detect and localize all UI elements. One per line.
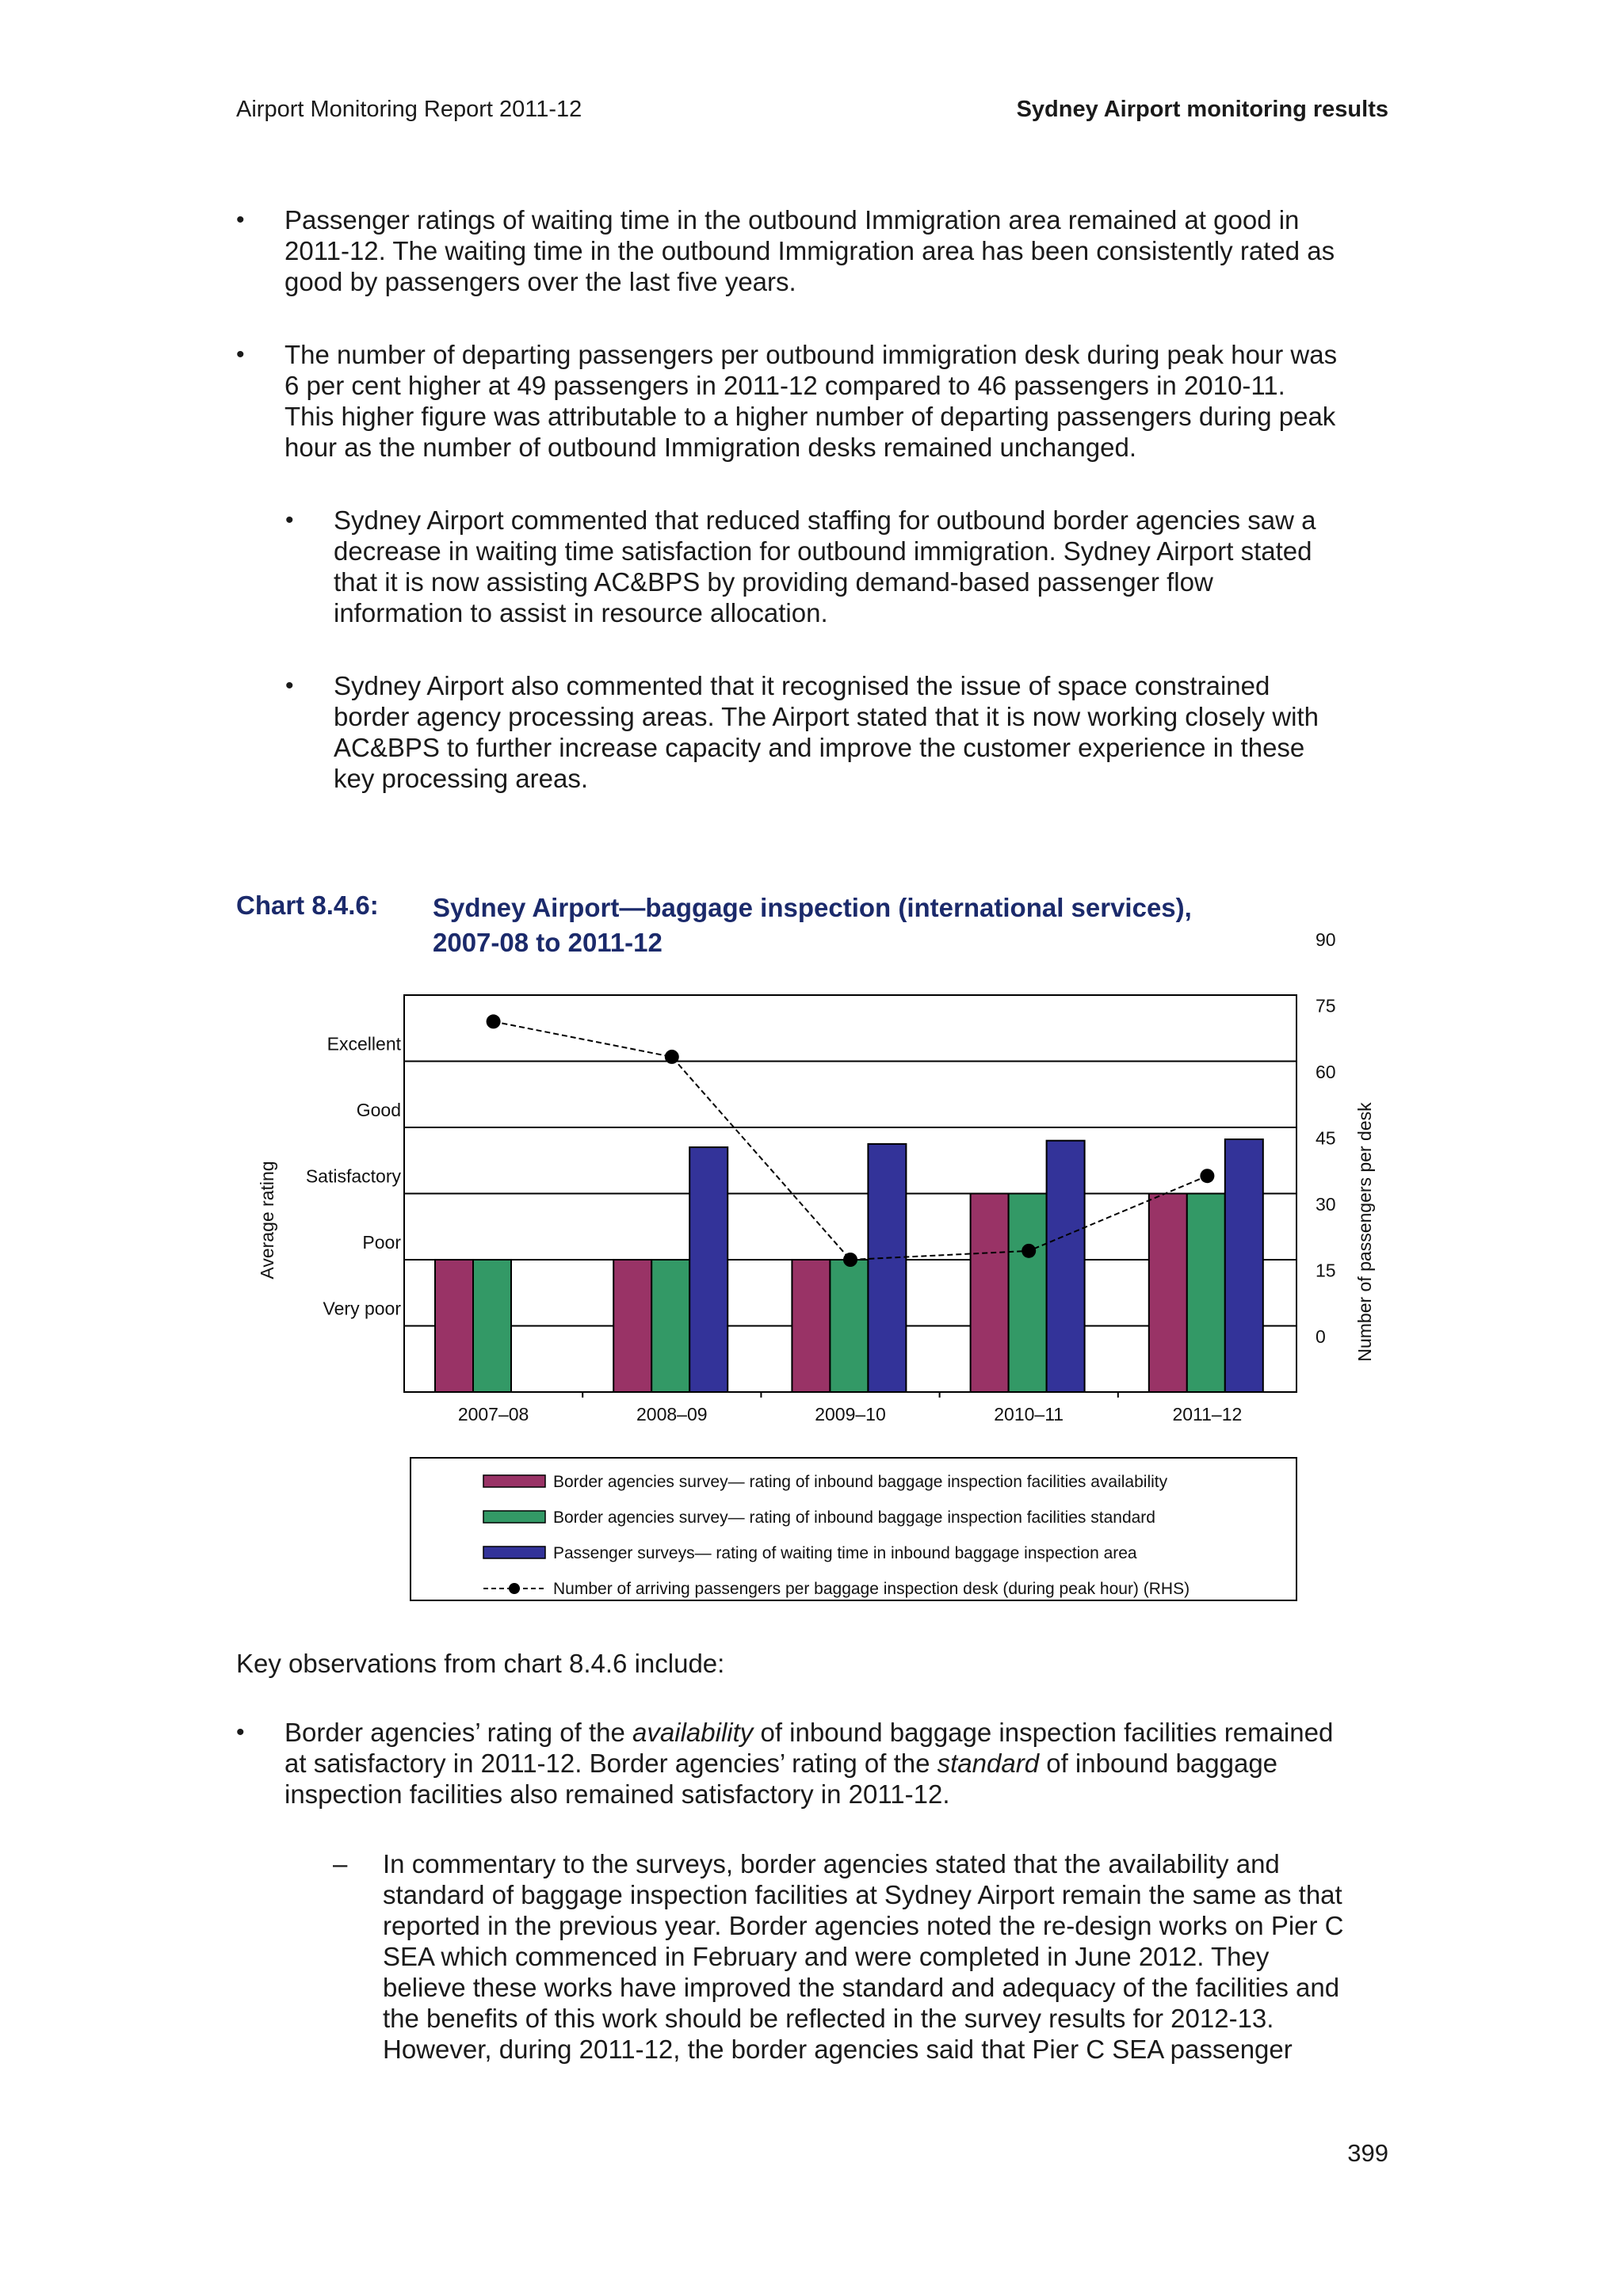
chart-title-line: 2007-08 to 2011-12 [433, 928, 663, 957]
text-line: Passenger ratings of waiting time in the outbound Immigration area remained at good in [285, 205, 1300, 235]
left-axis-level: Very poor [323, 1298, 401, 1319]
category-label: 2011–12 [1172, 1404, 1243, 1425]
passengers-per-desk-point [487, 1014, 501, 1028]
text-line: SEA which commenced in February and were completed in June 2012. They [383, 1942, 1270, 1971]
category-label: 2009–10 [815, 1404, 886, 1425]
text-segment: of inbound baggage [1039, 1749, 1278, 1778]
chart-number: Chart 8.4.6: [236, 891, 379, 920]
text-line: information to assist in resource allocation. [334, 598, 828, 627]
text-line: However, during 2011-12, the border agencies said that Pier C SEA passenger [383, 2035, 1293, 2064]
legend-swatch [483, 1547, 545, 1558]
right-axis-tick: 30 [1316, 1194, 1336, 1215]
text-line [285, 1717, 1333, 1748]
text-line: 6 per cent higher at 49 passengers in 2011-12 compared to 46 passengers in 2010-11. [285, 371, 1285, 400]
left-axis-title: Average rating [257, 1161, 277, 1280]
category-label: 2010–11 [994, 1404, 1064, 1425]
right-axis-tick: 60 [1316, 1062, 1336, 1082]
bar-standard [473, 1260, 511, 1392]
bar-availability [1149, 1194, 1187, 1393]
bar-waiting-time [868, 1144, 906, 1392]
header-section-title: Sydney Airport monitoring results [1016, 97, 1388, 122]
italic-term: standard [937, 1749, 1040, 1778]
passengers-per-desk-point [1200, 1169, 1214, 1183]
dash-paragraph [383, 1848, 1344, 2065]
text-line: believe these works have improved the standard and adequacy of the facilities and [383, 1973, 1340, 2002]
text-line: reported in the previous year. Border agencies noted the re-design works on Pier C [383, 1911, 1344, 1940]
text-segment: Border agencies’ rating of the [285, 1718, 633, 1747]
sub-bullet-symbol: • [285, 673, 294, 699]
left-axis-level: Good [356, 1100, 401, 1120]
right-axis-tick: 15 [1316, 1260, 1336, 1281]
bar-standard [1009, 1194, 1047, 1393]
text-line [285, 1779, 1333, 1810]
left-axis-level: Excellent [327, 1033, 401, 1055]
sub-bullet-symbol: • [285, 507, 294, 533]
text-line: that it is now assisting AC&BPS by providing demand-based passenger flow [334, 567, 1213, 597]
italic-term: availability [632, 1718, 754, 1747]
bar-waiting-time [1225, 1139, 1263, 1392]
bullet-paragraph [285, 339, 1337, 463]
legend-swatch [483, 1475, 545, 1487]
text-line: In commentary to the surveys, border agencies stated that the availability and [383, 1849, 1280, 1878]
bar-standard [1187, 1194, 1225, 1393]
category-label: 2008–09 [636, 1404, 708, 1425]
text-line: Sydney Airport also commented that it recognised the issue of space constrained [334, 671, 1270, 700]
text-segment: inspection facilities also remained satisfactory in 2011-12. [285, 1779, 950, 1809]
bar-standard [830, 1260, 868, 1392]
legend-swatch-point [509, 1583, 520, 1594]
right-axis-title: Number of passengers per desk [1354, 1102, 1375, 1362]
right-axis-tick: 90 [1316, 929, 1336, 950]
bar-availability [435, 1260, 473, 1392]
chart-title [433, 891, 1304, 960]
legend-label: Border agencies survey— rating of inbound baggage inspection facilities standard [553, 1508, 1155, 1527]
dash-symbol: – [333, 1849, 348, 1878]
right-axis-tick: 45 [1316, 1127, 1336, 1149]
left-axis-level: Satisfactory [305, 1165, 401, 1187]
passengers-per-desk-point [665, 1050, 679, 1064]
text-line: Sydney Airport commented that reduced staffing for outbound border agencies saw a [334, 505, 1316, 535]
legend-label: Number of arriving passengers per baggage inspection desk (during peak hour) (RHS) [553, 1580, 1190, 1598]
bar-availability [613, 1260, 651, 1392]
text-line: decrease in waiting time satisfaction for outbound immigration. Sydney Airport stated [334, 536, 1312, 566]
sub-bullet-paragraph [334, 670, 1319, 794]
text-line: AC&BPS to further increase capacity and improve the customer experience in these [334, 733, 1305, 762]
chart-title-line: Sydney Airport—baggage inspection (international services), [433, 893, 1192, 922]
bar-availability [971, 1194, 1009, 1393]
right-axis-tick: 75 [1316, 995, 1336, 1016]
text-line [285, 1748, 1333, 1779]
text-segment: of inbound baggage inspection facilities remained [753, 1718, 1334, 1747]
text-line: This higher figure was attributable to a higher number of departing passengers during peak [285, 402, 1336, 431]
sub-bullet-paragraph [334, 505, 1316, 628]
bullet-symbol: • [236, 341, 245, 368]
bullet-symbol: • [236, 1719, 245, 1745]
left-axis-level: Poor [362, 1232, 401, 1253]
right-axis-tick: 0 [1316, 1326, 1326, 1347]
bar-waiting-time [689, 1147, 727, 1392]
passengers-per-desk-point [843, 1253, 857, 1267]
bar-standard [651, 1260, 689, 1392]
bullet-symbol: • [236, 207, 245, 233]
text-line: the benefits of this work should be reflected in the survey results for 2012-13. [383, 2004, 1274, 2033]
category-label: 2007–08 [457, 1404, 529, 1425]
page-number: 399 [1347, 2139, 1388, 2167]
key-observations-heading: Key observations from chart 8.4.6 include: [236, 1649, 725, 1678]
bullet-paragraph [285, 204, 1335, 297]
bar-availability [792, 1260, 830, 1392]
text-segment: at satisfactory in 2011-12. Border agencies’ rating of the [285, 1749, 938, 1778]
bar-waiting-time [1047, 1141, 1085, 1392]
legend-swatch [483, 1511, 545, 1523]
legend-label: Border agencies survey— rating of inbound baggage inspection facilities availability [553, 1473, 1168, 1491]
bullet-paragraph [285, 1717, 1333, 1810]
text-line: standard of baggage inspection facilities at Sydney Airport remain the same as that [383, 1880, 1342, 1909]
text-line: good by passengers over the last five years. [285, 267, 796, 296]
header-report-title: Airport Monitoring Report 2011-12 [236, 97, 582, 122]
text-line: border agency processing areas. The Airport stated that it is now working closely with [334, 702, 1319, 731]
text-line: key processing areas. [334, 764, 588, 793]
passengers-per-desk-point [1022, 1244, 1036, 1258]
legend-label: Passenger surveys— rating of waiting time in inbound baggage inspection area [553, 1544, 1137, 1562]
text-line: The number of departing passengers per outbound immigration desk during peak hour was [285, 340, 1338, 369]
text-line: hour as the number of outbound Immigration desks remained unchanged. [285, 433, 1136, 462]
text-line: 2011-12. The waiting time in the outbound Immigration area has been consistently rated as [285, 236, 1335, 265]
